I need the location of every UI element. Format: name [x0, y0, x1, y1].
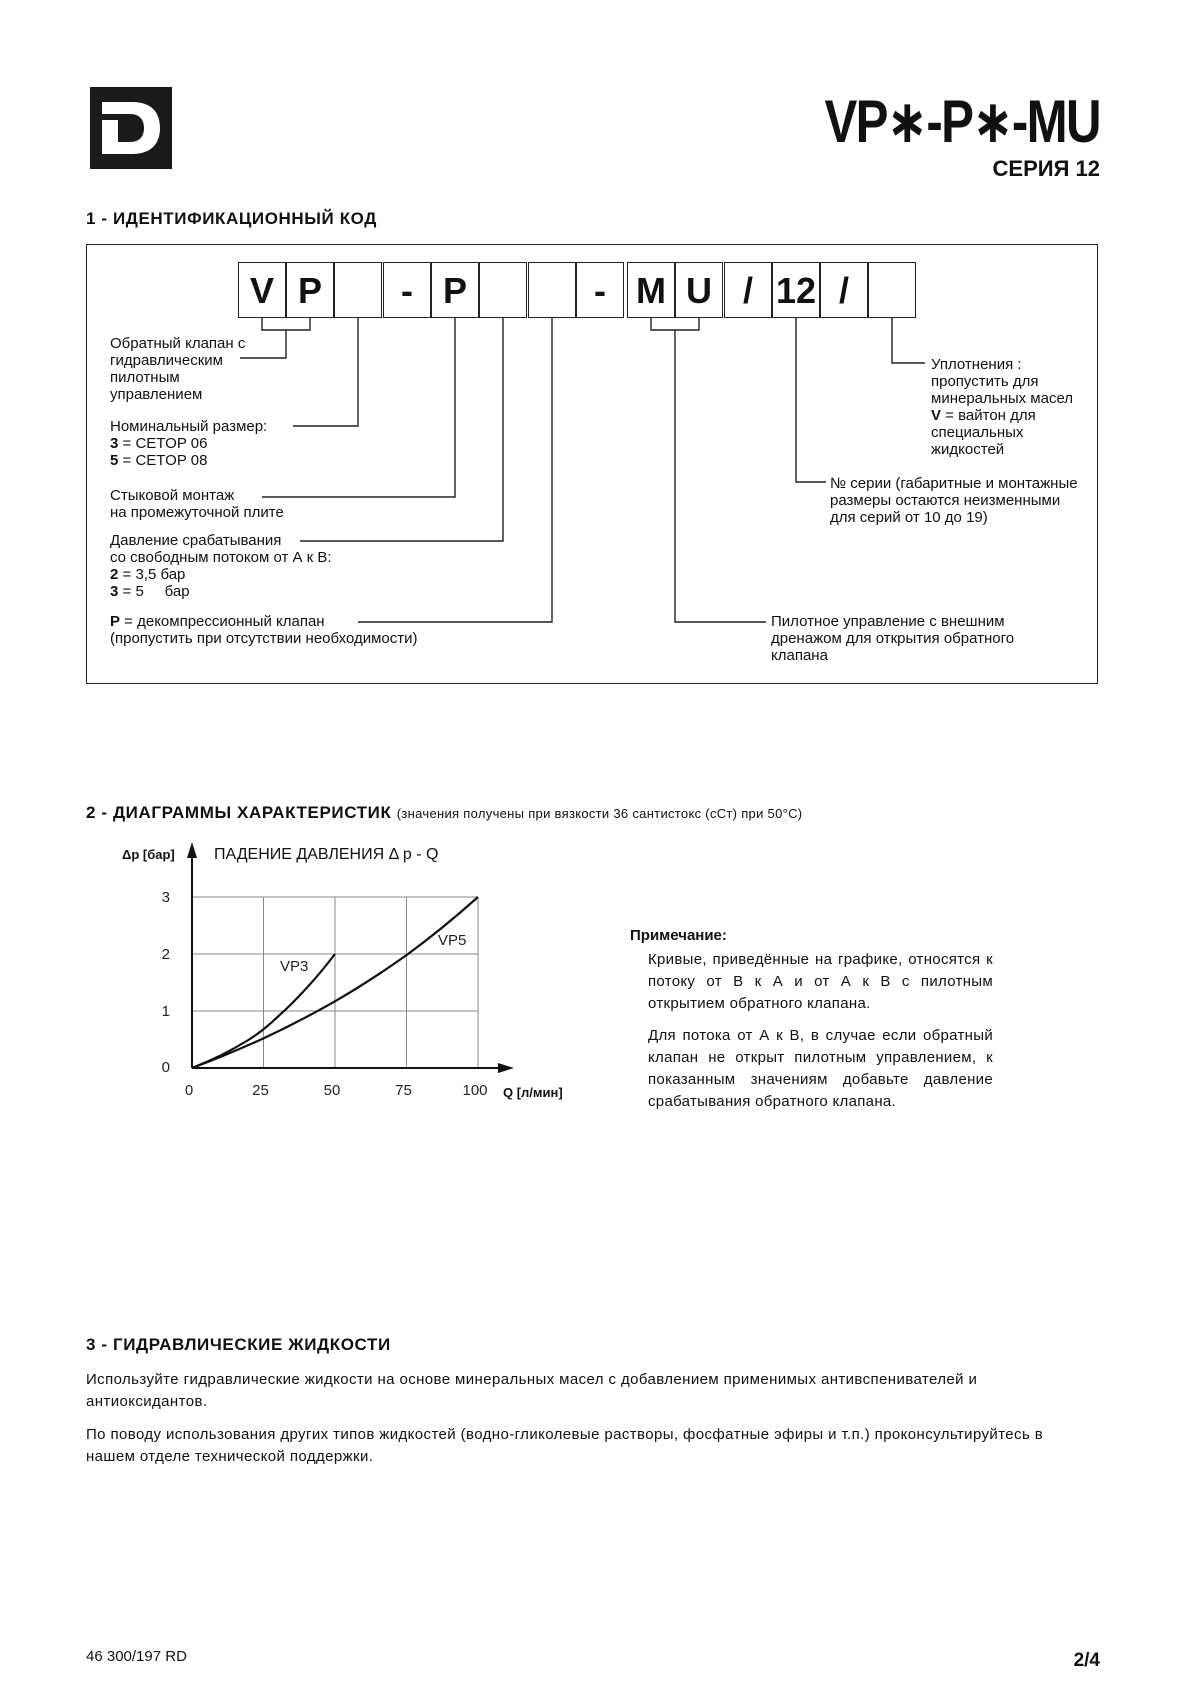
code-cell: - — [383, 262, 431, 318]
chart-grid — [192, 897, 478, 1068]
x-tick-label: 75 — [395, 1082, 412, 1099]
product-title: VP∗-P∗-MU — [824, 88, 1100, 155]
code-cell: P — [286, 262, 334, 318]
section3-heading: 3 - ГИДРАВЛИЧЕСКИЕ ЖИДКОСТИ — [86, 1335, 391, 1354]
seals-label: Уплотнения : пропустить для минеральных масел V = вайтон для специальных жидкостей — [931, 356, 1074, 458]
section2-heading: 2 - ДИАГРАММЫ ХАРАКТЕРИСТИК (значения получены при вязкости 36 сантистокс (сСт) при 50°С) — [86, 803, 803, 822]
section1-heading: 1 - ИДЕНТИФИКАЦИОННЫЙ КОД — [86, 209, 377, 228]
x-tick-label: 50 — [323, 1082, 341, 1099]
code-cell: / — [724, 262, 772, 318]
y-tick-label: 1 — [161, 1003, 170, 1020]
code-cell: 12 — [772, 262, 820, 318]
code-cell: U — [675, 262, 723, 318]
y-tick-label: 0 — [161, 1059, 170, 1076]
series-label-vp3: VP3 — [280, 958, 309, 975]
x-axis-arrow — [498, 1063, 514, 1073]
code-cell: - — [576, 262, 624, 318]
decompression-label: P = декомпрессионный клапан (пропустить при отсутствии необходимости) — [110, 613, 418, 647]
y-tick-label: 3 — [161, 889, 170, 906]
chart-axes — [187, 842, 514, 1073]
page-number: 2/4 — [1073, 1650, 1100, 1671]
note-paragraph-1: Кривые, приведённые на графике, относятся к потоку от В к А и от А к В с пилотным открытием обратного клапана. — [648, 951, 993, 1012]
check-valve-label: Обратный клапан с гидравлическим пилотным управлением — [110, 335, 246, 403]
y-axis-label: Δp [бар] — [122, 847, 175, 862]
series-label-vp5: VP5 — [438, 932, 467, 949]
document-code: 46 300/197 RD — [86, 1648, 187, 1665]
x-axis-label: Q [л/мин] — [503, 1085, 563, 1100]
code-cell: / — [820, 262, 868, 318]
x-tick-label: 0 — [184, 1082, 194, 1099]
y-axis-arrow — [187, 842, 197, 858]
y-tick-label: 2 — [161, 946, 170, 963]
code-cell: P — [431, 262, 479, 318]
nominal-size-label: Номинальный размер: 3 = CETOP 06 5 = CETOP 08 — [110, 418, 268, 469]
pressure-drop-chart — [110, 840, 590, 1120]
serial-number-label: № серии (габаритные и монтажные размеры остаются неизменными для серий от 10 до 19) — [830, 475, 1078, 526]
x-tick-label: 25 — [252, 1082, 269, 1099]
note-paragraph-2: Для потока от А к В, в случае если обратный клапан не открыт пилотным управлением, к показанным значениям добавьте давление срабатывания обратного клапана. — [648, 1027, 993, 1110]
chart-labels — [122, 846, 563, 1100]
x-tick-label: 100 — [462, 1082, 488, 1099]
chart-title: ПАДЕНИЕ ДАВЛЕНИЯ Δ p - Q — [214, 846, 439, 863]
fluids-paragraph-2: По поводу использования других типов жидкостей (водно-гликолевые растворы, фосфатные эфиры и т.п.) проконсультируйтесь в нашем отделе технической поддержки. — [86, 1426, 1044, 1465]
series-label: СЕРИЯ 12 — [992, 156, 1100, 181]
note-title: Примечание: — [630, 927, 727, 944]
code-cell: M — [627, 262, 675, 318]
mounting-label: Стыковой монтаж на промежуточной плите — [110, 487, 284, 521]
fluids-paragraph-1: Используйте гидравлические жидкости на основе минеральных масел с добавлением применимых антивспенивателей и антиоксидантов. — [86, 1371, 978, 1410]
pilot-control-label: Пилотное управление с внешним дренажом для открытия обратного клапана — [771, 613, 1015, 664]
cracking-pressure-label: Давление срабатывания со свободным потоком от А к В: 2 = 3,5 бар 3 = 5 бар — [110, 532, 332, 600]
code-cell: V — [238, 262, 286, 318]
